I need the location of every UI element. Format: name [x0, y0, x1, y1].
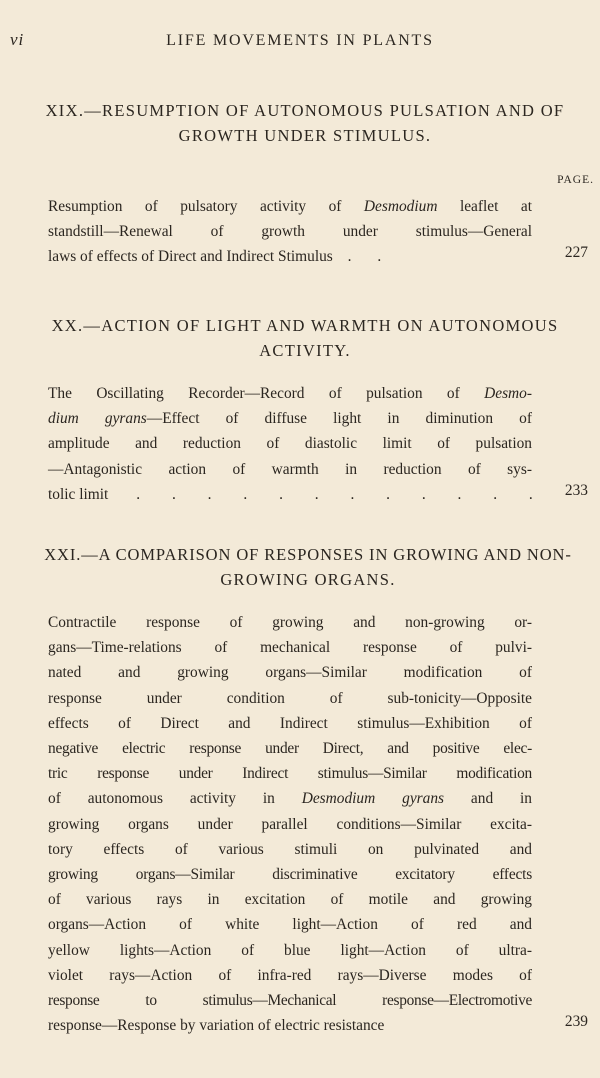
- page-number: vi: [10, 30, 25, 49]
- summary-line: response to stimulus—Mechanical response—Electromotive: [48, 992, 532, 1010]
- summary-line: effects of Direct and Indirect stimulus—Exhibition of: [48, 714, 532, 732]
- summary-line: The Oscillating Recorder—Record of pulsation of Desmo-: [48, 385, 532, 402]
- summary-line: growing organs—Similar discriminative excitatory effects: [48, 866, 532, 884]
- summary-line: yellow lights—Action of blue light—Action of ultra-: [48, 941, 532, 959]
- chapter-summary-xxi: [48, 610, 532, 1038]
- summary-line: of autonomous activity in Desmodium gyrans and in: [48, 790, 532, 808]
- chapter-title-line: ACTIVITY.: [259, 341, 351, 360]
- chapter-title-line: GROWING ORGANS.: [220, 570, 396, 589]
- chapter-summary-xix: [48, 194, 532, 270]
- summary-line: gans—Time-relations of mechanical response of pulvi-: [48, 639, 532, 657]
- summary-line: tolic limit . . . . . . . . . . . .: [48, 485, 547, 503]
- summary-line: —Antagonistic action of warmth in reduction of sys-: [48, 460, 532, 478]
- summary-line: Contractile response of growing and non-growing or-: [48, 614, 532, 631]
- summary-line: tric response under Indirect stimulus—Similar modification: [48, 765, 532, 783]
- summary-line: tory effects of various stimuli on pulvinated and: [48, 840, 532, 858]
- page-ref-xix: 227: [564, 244, 588, 261]
- page-column-label: PAGE.: [557, 174, 594, 186]
- summary-line: dium gyrans—Effect of diffuse light in diminution of: [48, 410, 532, 428]
- summary-line: growing organs under parallel conditions—Similar excita-: [48, 815, 532, 833]
- page-ref-xx: 233: [564, 482, 588, 499]
- summary-line: violet rays—Action of infra-red rays—Diverse modes of: [48, 966, 532, 984]
- chapter-title-xxi: [22, 542, 594, 592]
- summary-line: laws of effects of Direct and Indirect Stimulus . .: [48, 248, 393, 266]
- chapter-title-xix: [30, 98, 580, 148]
- chapter-title-line: XXI.—A COMPARISON OF RESPONSES IN GROWING AND NON-: [44, 545, 572, 564]
- summary-line: amplitude and reduction of diastolic limit of pulsation: [48, 435, 532, 453]
- page-ref-xxi: 239: [564, 1013, 588, 1030]
- summary-line: negative electric response under Direct, and positive elec-: [48, 740, 532, 758]
- summary-line: organs—Action of white light—Action of red and: [48, 916, 532, 934]
- summary-line: of various rays in excitation of motile and growing: [48, 891, 532, 909]
- summary-line: nated and growing organs—Similar modification of: [48, 664, 532, 682]
- running-title: LIFE MOVEMENTS IN PLANTS: [166, 32, 434, 49]
- chapter-title-line: XIX.—RESUMPTION OF AUTONOMOUS PULSATION AND OF: [45, 101, 565, 120]
- summary-line: response—Response by variation of electric resistance: [48, 1017, 385, 1035]
- summary-line: Resumption of pulsatory activity of Desmodium leaflet at: [48, 198, 532, 215]
- chapter-summary-xx: [48, 381, 547, 507]
- summary-line: response under condition of sub-tonicity—Opposite: [48, 689, 532, 707]
- chapter-title-line: XX.—ACTION OF LIGHT AND WARMTH ON AUTONOMOUS: [51, 316, 559, 335]
- chapter-title-xx: [30, 313, 580, 363]
- chapter-title-line: GROWTH UNDER STIMULUS.: [178, 126, 432, 145]
- summary-line: standstill—Renewal of growth under stimulus—General: [48, 223, 532, 241]
